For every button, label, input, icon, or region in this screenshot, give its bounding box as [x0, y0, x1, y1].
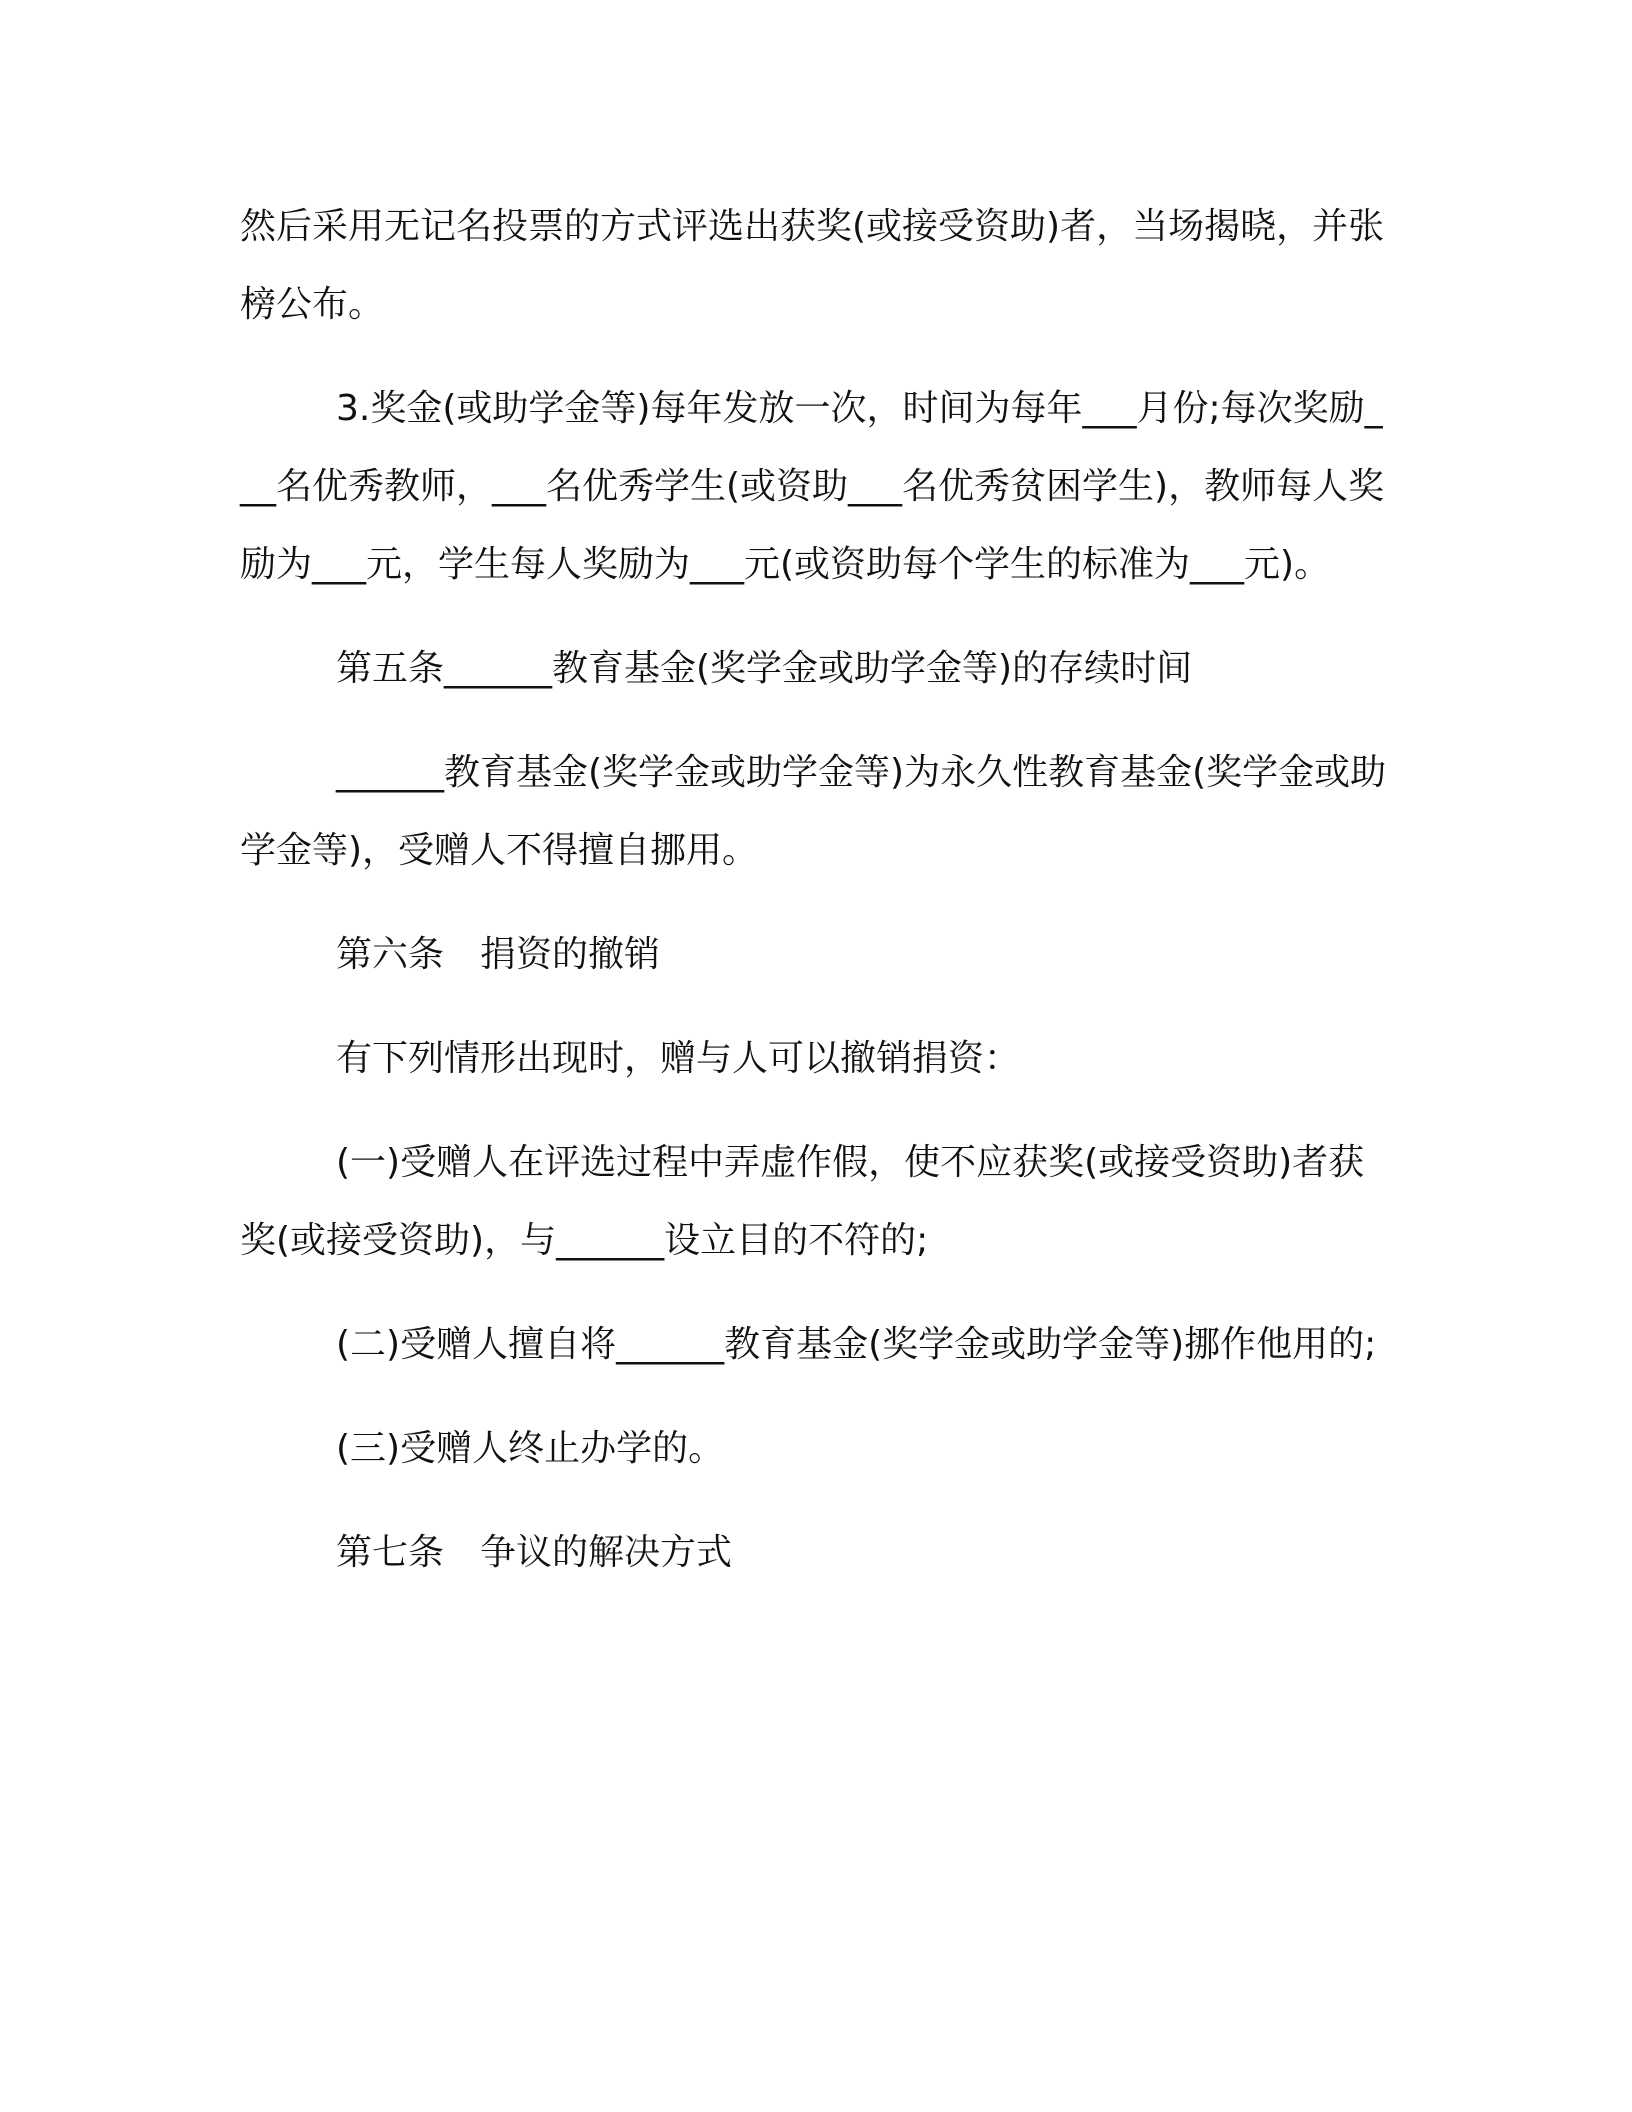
paragraph-2: 3.奖金(或助学金等)每年发放一次，时间为每年___月份;每次奖励___名优秀教师，___名优秀学生(或资助___名优秀贫困学生)，教师每人奖励为___元，学生每人奖励为___元(或资助每个学生的标准为___元)。 — [240, 388, 1385, 585]
clause-1: (一)受赠人在评选过程中弄虚作假，使不应获奖(或接受资助)者获奖(或接受资助)，与______设立目的不符的; — [240, 1142, 1365, 1261]
article-5-heading: 第五条______教育基金(奖学金或助学金等)的存续时间 — [336, 648, 1193, 689]
article-7-heading: 第七条 争议的解决方式 — [336, 1532, 733, 1573]
clause-3: (三)受赠人终止办学的。 — [336, 1428, 725, 1469]
document-body — [240, 188, 1392, 1618]
paragraph-1: 然后采用无记名投票的方式评选出获奖(或接受资助)者，当场揭晓，并张榜公布。 — [240, 206, 1385, 325]
article-6-heading: 第六条 捐资的撤销 — [336, 934, 661, 975]
paragraph-6: 有下列情形出现时，赠与人可以撤销捐资： — [336, 1038, 1021, 1079]
paragraph-4: ______教育基金(奖学金或助学金等)为永久性教育基金(奖学金或助学金等)，受赠人不得擅自挪用。 — [240, 752, 1387, 871]
clause-2: (二)受赠人擅自将______教育基金(奖学金或助学金等)挪作他用的; — [336, 1324, 1377, 1365]
